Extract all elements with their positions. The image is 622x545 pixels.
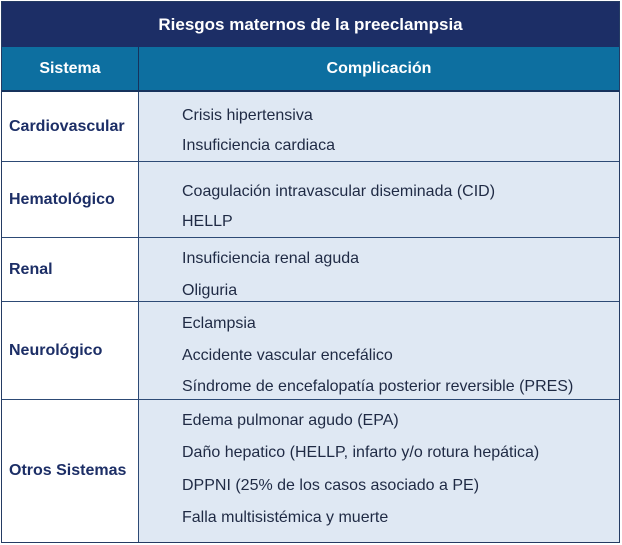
complication-item: Daño hepatico (HELLP, infarto y/o rotura hepática) xyxy=(182,444,540,461)
system-cell xyxy=(2,400,138,542)
complication-item: Falla multisistémica y muerte xyxy=(182,509,389,526)
complications-table xyxy=(1,1,620,543)
complication-item: Edema pulmonar agudo (EPA) xyxy=(182,412,399,429)
complication-cell xyxy=(138,400,619,542)
complication-item: Accidente vascular encefálico xyxy=(182,347,393,364)
complication-item: Coagulación intravascular diseminada (CID) xyxy=(182,183,496,200)
table-title: Riesgos maternos de la preeclampsia xyxy=(2,2,619,47)
complication-cell xyxy=(138,302,619,399)
table-row xyxy=(2,238,619,302)
system-cell xyxy=(2,302,138,399)
table-row xyxy=(2,92,619,162)
complication-item: Síndrome de encefalopatía posterior reversible (PRES) xyxy=(182,378,574,395)
system-cell xyxy=(2,162,138,237)
complication-item: Eclampsia xyxy=(182,315,256,332)
system-cell xyxy=(2,92,138,161)
system-cell xyxy=(2,238,138,301)
system-label: Neurológico xyxy=(9,341,103,359)
complication-item: HELLP xyxy=(182,213,233,230)
complication-cell xyxy=(138,162,619,237)
complication-item: DPPNI (25% de los casos asociado a PE) xyxy=(182,477,480,494)
system-label: Otros Sistemas xyxy=(9,462,127,479)
complication-cell xyxy=(138,92,619,161)
table-row xyxy=(2,302,619,400)
complication-cell xyxy=(138,238,619,301)
system-label: Cardiovascular xyxy=(9,117,125,135)
header-complicacion: Complicación xyxy=(138,47,619,92)
system-label: Renal xyxy=(9,260,53,278)
system-label: Hematológico xyxy=(9,190,115,208)
complication-item: Insuficiencia cardiaca xyxy=(182,137,335,154)
table-row xyxy=(2,400,619,542)
header-sistema: Sistema xyxy=(2,47,138,92)
table-row xyxy=(2,162,619,238)
complication-item: Oliguria xyxy=(182,282,238,299)
complication-item: Insuficiencia renal aguda xyxy=(182,250,360,267)
complication-item: Crisis hipertensiva xyxy=(182,107,313,124)
